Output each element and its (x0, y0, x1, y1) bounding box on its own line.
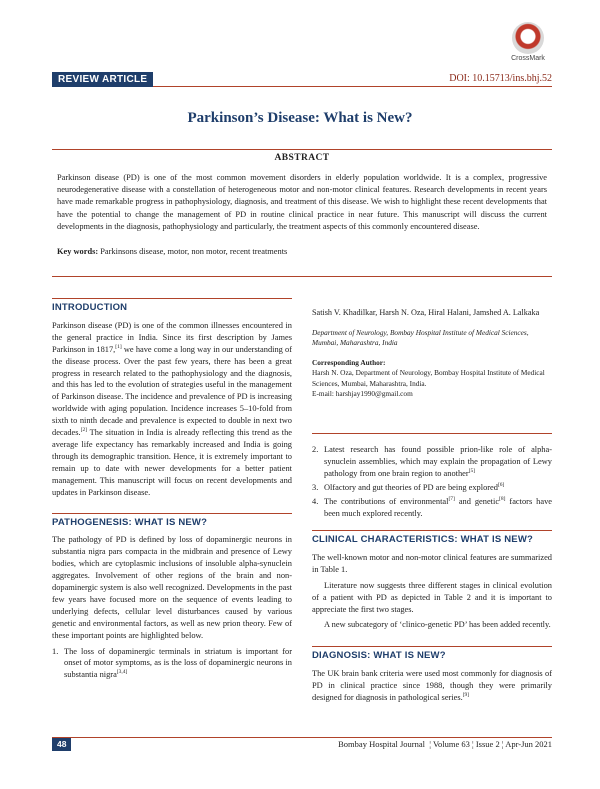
intro-text-1: Parkinson disease (PD) is one of the common illnesses encountered in the general practice in India. Since its first description by James Parkinson in 1817, (52, 320, 292, 354)
list-item-text: The loss of dopaminergic terminals in striatum is important for onset of motor symptoms, as is the loss of dopaminergic neurons in substantia nigra (64, 646, 292, 680)
list-number: 2. (312, 445, 319, 454)
header-bar (52, 72, 552, 87)
journal-issue: Issue 2 (475, 739, 500, 749)
list-number: 4. (312, 496, 319, 506)
left-column (52, 298, 292, 683)
list-number: 3. (312, 482, 319, 492)
article-title: Parkinson’s Disease: What is New? (187, 110, 413, 126)
citation-ref[interactable]: [3,4] (116, 669, 128, 676)
keywords (52, 247, 552, 256)
diagnosis-heading: DIAGNOSIS: WHAT IS NEW? (312, 646, 552, 662)
list-item (52, 646, 292, 682)
author-divider (312, 433, 552, 434)
citation-ref[interactable]: [7] (448, 495, 455, 502)
pathogenesis-list (52, 646, 292, 682)
author-info (312, 307, 552, 400)
corresponding-author-email[interactable]: E-mail: harshjay1990@gmail.com (312, 389, 413, 398)
corresponding-author-label: Corresponding Author: (312, 357, 386, 367)
pathogenesis-heading: PATHOGENESIS: WHAT IS NEW? (52, 513, 292, 529)
keywords-list: Parkinsons disease, motor, non motor, recent treatments (98, 247, 288, 257)
right-column-sections (312, 530, 552, 708)
list-item (312, 482, 552, 494)
doi-link[interactable]: DOI: 10.15713/ins.bhj.52 (449, 73, 552, 84)
citation-ref[interactable]: [6] (497, 481, 505, 488)
list-item-text: Olfactory and gut theories of PD are being explored (324, 482, 498, 492)
journal-volume: Volume 63 (432, 739, 470, 749)
clinical-paragraph-1: The well-known motor and non-motor clinical features are summarized in Table 1. (312, 552, 552, 574)
citation-ref[interactable]: [2] (80, 427, 88, 434)
list-item-text: and genetic (454, 496, 500, 506)
intro-text-3: The situation in India is already reflecting this trend as the average life expectancy has remarkably increased and India is going through its demographic transition. Hence, it is extremely important to remain up to date with newer developments for a better patient management. This manuscript will focus on recent developments and updates in Parkinson disease. (52, 428, 292, 497)
page-footer (52, 737, 552, 750)
crossmark-label: CrossMark (511, 55, 545, 62)
abstract-section (52, 149, 552, 277)
intro-text-2: we have come a long way in our understanding of the disease process. Over the past few years, there has been a great progress in research related to the pathophysiology and the diagnosis, and this has led to the evolution of strategies useful in the management of Parkinson disease. The incidence and prevalence of PD is increasing worldwide with aging population. Incidence increases 5–10-fold from sixth to ninth decade and prevalence is expected to double in next two decades. (52, 344, 292, 438)
list-item (312, 444, 552, 480)
author-names: Satish V. Khadilkar, Harsh N. Oza, Hiral Halani, Jamshed A. Lalkaka (312, 308, 540, 317)
list-number: 1. (52, 646, 59, 656)
journal-info: Bombay Hospital Journal ¦ Volume 63 ¦ Issue 2 ¦ Apr-Jun 2021 (338, 739, 552, 749)
crossmark-icon (512, 22, 544, 54)
clinical-paragraph-3: A new subcategory of ‘clinico-genetic PD’ has been added recently. (324, 620, 551, 630)
keywords-label: Key words: (57, 247, 99, 257)
citation-ref[interactable]: [5] (468, 468, 476, 475)
pathogenesis-paragraph: The pathology of PD is defined by loss of dopaminergic neurons in substantia nigra pars compacta in the midbrain and presence of Lewy bodies, which are cytoplasmic inclusions of insoluble alpha-synuclein aggregates. Involvement of other regions of the brain and non-dopaminergic system is also well recognized. Developments in the past few years have focused more on the sequence of events leading to underlying defects, cellular level disturbances caused by various genetic and environmental factors, as well as new prion theory. Few of these important points are highlighted below. (52, 535, 292, 640)
introduction-paragraph (52, 320, 292, 499)
right-column-list (312, 444, 552, 521)
article-type-label: REVIEW ARTICLE (52, 72, 153, 87)
diagnosis-text: The UK brain bank criteria were used most commonly for diagnosis of PD in clinical practice since 1988, though they were primarily designed for diagnosis in pathological series. (312, 669, 552, 703)
citation-ref[interactable]: [1] (115, 343, 122, 350)
list-item-text: Latest research has found possible prion-like role of alpha-synuclein assemblies, which may explain the propagation of Lewy pathology from one brain region to another (324, 445, 552, 478)
pathogenesis-list-continued (312, 444, 552, 519)
corresponding-author-address: Harsh N. Oza, Department of Neurology, Bombay Hospital Institute of Medical Sciences, Mumbai, Maharashtra, India. (312, 368, 545, 388)
author-affiliation: Department of Neurology, Bombay Hospital Institute of Medical Sciences, Mumbai, Maharashtra, India (312, 327, 529, 347)
crossmark-badge[interactable] (510, 22, 546, 62)
list-item (312, 496, 552, 520)
list-item-text: factors have been much explored recently. (324, 496, 552, 518)
diagnosis-paragraph (312, 668, 552, 704)
page-number: 48 (52, 738, 71, 751)
abstract-text: Parkinson disease (PD) is one of the most common movement disorders in elderly population worldwide. It is a complex, progressive neurodegenerative disease with a constellation of heterogeneous motor and non-motor clinical features. Research developments in recent years have made remarkable progress in pathophysiology, diagnosis, and treatment of this disease. We wish to highlight these recent developments that have the potential to change the management of PD in routine clinical practice in near future. This manuscript will discuss the current developments in the diagnosis, pathophysiology and particularly, the treatment aspects of this commonly encountered disease. (57, 173, 547, 231)
clinical-paragraph-2: Literature now suggests three different stages in clinical evolution of a patient with PD as depicted in Table 2 and it is important to appreciate the first two stages. (312, 580, 552, 614)
citation-ref[interactable]: [8] (499, 495, 506, 502)
journal-date: Apr-Jun 2021 (505, 739, 552, 749)
introduction-heading: INTRODUCTION (52, 298, 292, 314)
citation-ref[interactable]: [9] (462, 692, 470, 699)
clinical-heading: CLINICAL CHARACTERISTICS: WHAT IS NEW? (312, 530, 552, 546)
journal-name: Bombay Hospital Journal (338, 739, 426, 749)
list-item-text: The contributions of environmental (324, 496, 449, 506)
abstract-heading: ABSTRACT (274, 153, 330, 163)
